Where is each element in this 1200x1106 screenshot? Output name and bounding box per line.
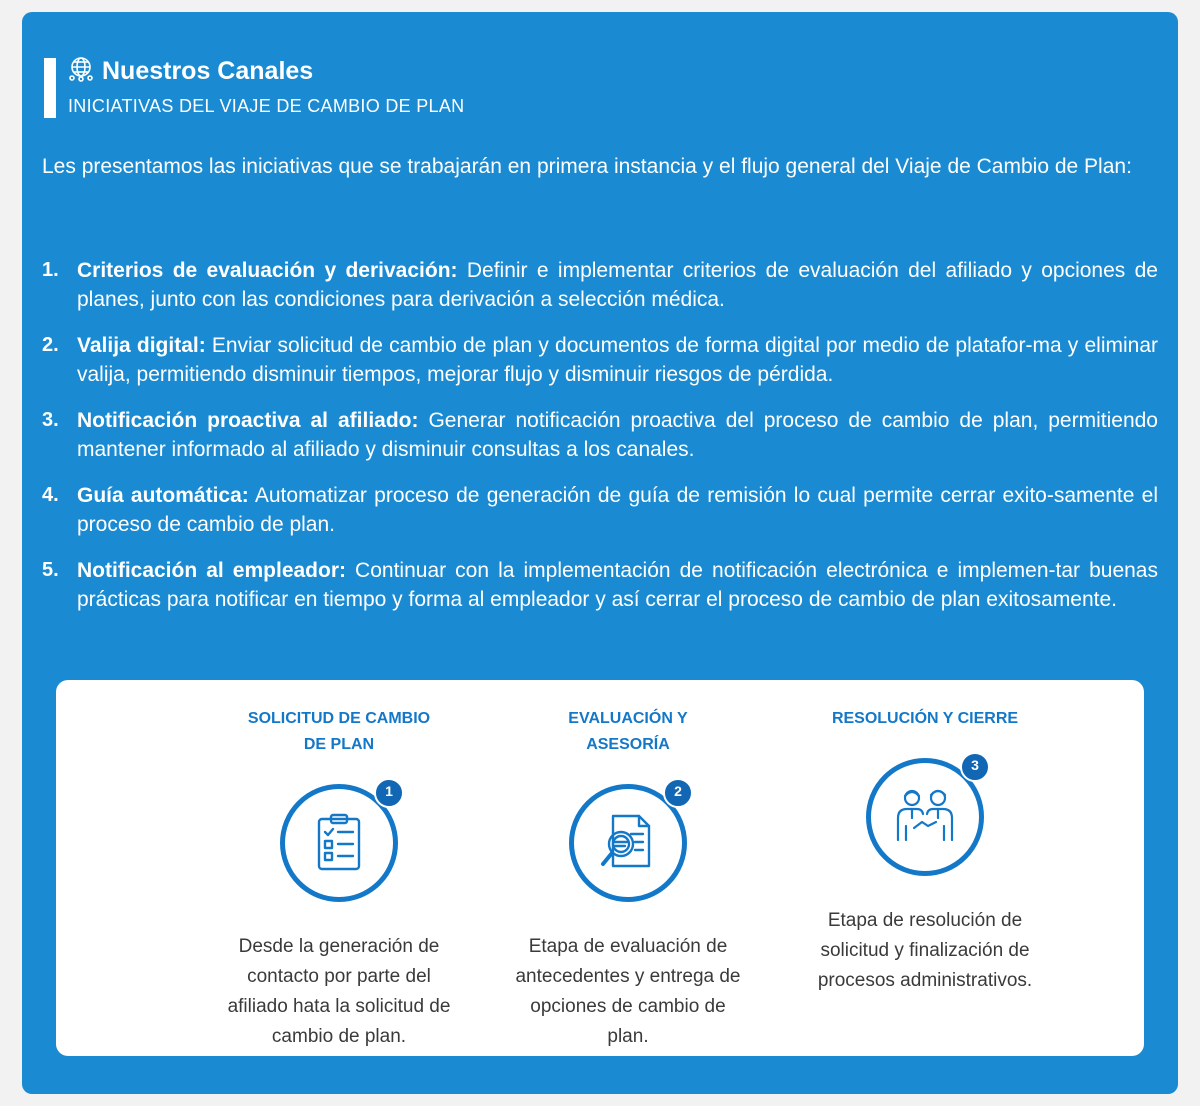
step-title: EVALUACIÓN Y ASESORÍA [568, 710, 688, 753]
item-text [77, 406, 1158, 464]
item-body: Generar notificación proactiva del proceso de cambio de plan, permitiendo mantener informado al afiliado y disminuir consultas a los canales. [77, 409, 1158, 461]
flow-step-resolucion [795, 706, 1055, 996]
step-title: SOLICITUD DE CAMBIO DE PLAN [247, 710, 431, 753]
globe-network-icon [68, 56, 94, 87]
item-number: 3. [42, 409, 59, 431]
item-body: Enviar solicitud de cambio de plan y documentos de forma digital por medio de platafor-ma y eliminar valija, permitiendo disminuir tiempos, mejorar flujo y disminuir riesgos de pérdida. [77, 334, 1158, 386]
main-panel [22, 12, 1178, 1094]
list-item [42, 556, 1158, 614]
initiatives-list [42, 256, 1158, 631]
step-icon-wrap [569, 784, 687, 902]
step-icon-wrap [280, 784, 398, 902]
item-body: Automatizar proceso de generación de guía de remisión lo cual permite cerrar exito-samente el proceso de cambio de plan. [77, 484, 1158, 536]
item-body: Definir e implementar criterios de evaluación del afiliado y opciones de planes, junto con las condiciones para derivación a selección médica. [77, 259, 1158, 311]
item-text [77, 556, 1158, 614]
step-description: Desde la generación de contacto por parte del afiliado hata la solicitud de cambio de plan. [227, 936, 451, 1047]
step-badge: 2 [663, 778, 693, 808]
item-number: 2. [42, 334, 59, 356]
list-item [42, 406, 1158, 464]
step-description: Etapa de resolución de solicitud y finalización de procesos administrativos. [817, 910, 1033, 991]
page-subtitle: INICIATIVAS DEL VIAJE DE CAMBIO DE PLAN [68, 96, 465, 116]
clipboard-checklist-icon [307, 809, 371, 878]
step-badge: 3 [960, 752, 990, 782]
list-item [42, 256, 1158, 314]
flow-step-solicitud [209, 706, 469, 1052]
step-badge: 1 [374, 778, 404, 808]
list-item [42, 331, 1158, 389]
title-row [68, 56, 313, 87]
list-item [42, 481, 1158, 539]
document-search-icon [595, 808, 661, 879]
step-title: RESOLUCIÓN Y CIERRE [831, 710, 1019, 727]
item-body: Continuar con la implementación de notificación electrónica e implemen-tar buenas prácticas para notificar en tiempo y forma al empleador y así cerrar el proceso de cambio de plan exitosamente. [77, 559, 1158, 611]
step-icon-wrap [866, 758, 984, 876]
item-text [77, 331, 1158, 389]
item-number: 5. [42, 559, 59, 581]
step-description: Etapa de evaluación de antecedentes y entrega de opciones de cambio de plan. [515, 936, 741, 1047]
page-title: Nuestros Canales [102, 57, 314, 85]
item-text [77, 481, 1158, 539]
header-accent-bar [44, 58, 56, 118]
item-title: Valija digital: [77, 334, 206, 357]
item-title: Criterios de evaluación y derivación: [77, 259, 458, 282]
item-title: Notificación al empleador: [77, 559, 346, 582]
flow-step-evaluacion [498, 706, 758, 1052]
item-title: Notificación proactiva al afiliado: [77, 409, 419, 432]
process-flow-card [56, 680, 1144, 1056]
item-number: 1. [42, 259, 59, 281]
item-text [77, 256, 1158, 314]
handshake-people-icon [892, 782, 958, 853]
item-title: Guía automática: [77, 484, 249, 507]
intro-paragraph: Les presentamos las iniciativas que se trabajarán en primera instancia y el flujo general del Viaje de Cambio de Plan: [42, 155, 1132, 178]
item-number: 4. [42, 484, 59, 506]
